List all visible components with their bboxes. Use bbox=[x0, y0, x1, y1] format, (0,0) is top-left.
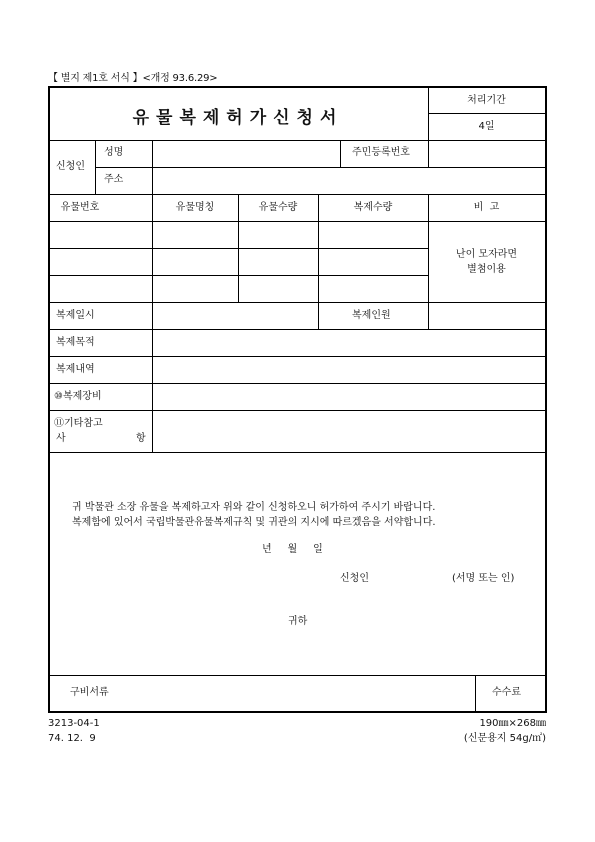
signature-applicant-label: 신청인 bbox=[340, 573, 369, 584]
table-row[interactable] bbox=[50, 249, 428, 274]
other-notes-label-line1: ⑪기타참고 bbox=[54, 418, 103, 429]
statement-line2: 복제함에 있어서 국립박물관유물복제규칙 및 귀관의 지시에 따르겠음을 서약합니다. bbox=[72, 517, 436, 528]
other-notes-field[interactable] bbox=[153, 411, 545, 451]
rrn-label-left bbox=[340, 140, 341, 167]
statement-date: 년 월 일 bbox=[262, 544, 323, 555]
paper-size: 190㎜×268㎜ bbox=[479, 718, 546, 729]
address-label: 주소 bbox=[104, 174, 124, 185]
copy-purpose-field[interactable] bbox=[153, 330, 545, 355]
revision-note: <개정 93.6.29> bbox=[142, 73, 218, 84]
processing-period-value: 4일 bbox=[478, 121, 495, 132]
copy-purpose-label: 복제목적 bbox=[56, 337, 95, 348]
processing-period-label: 처리기간 bbox=[467, 95, 506, 106]
fee-label: 수수료 bbox=[492, 687, 521, 698]
statement-line1: 귀 박물관 소장 유물을 복제하고자 위와 같이 신청하오니 허가하여 주시기 바랍니다. bbox=[72, 502, 436, 513]
copy-personnel-label: 복제인원 bbox=[352, 310, 391, 321]
other-notes-label-line2b: 항 bbox=[136, 433, 146, 444]
required-documents-label: 구비서류 bbox=[70, 687, 109, 698]
copy-datetime-field[interactable] bbox=[153, 303, 317, 328]
paper-type: (신문용지 54g/㎡) bbox=[463, 733, 546, 744]
copy-datetime-label: 복제일시 bbox=[56, 310, 95, 321]
processing-divider bbox=[428, 113, 545, 114]
fee-divider bbox=[475, 675, 476, 711]
copy-content-label: 복제내역 bbox=[56, 364, 95, 375]
form-code: 3213-04-1 bbox=[48, 718, 100, 729]
form-label: 【 별지 제1호 서식 】 bbox=[48, 73, 143, 84]
copy-content-field[interactable] bbox=[153, 357, 545, 382]
form-header bbox=[48, 69, 217, 84]
col-remarks: 비 고 bbox=[473, 202, 500, 213]
copy-equipment-label: ⑩복제장비 bbox=[54, 391, 102, 402]
col-artifact-name: 유물명칭 bbox=[175, 202, 215, 213]
form-title: 유물복제허가신청서 bbox=[132, 108, 344, 128]
rrn-label: 주민등록번호 bbox=[352, 147, 410, 158]
copy-personnel-field[interactable] bbox=[429, 303, 545, 328]
form-date: 74. 12. 9 bbox=[48, 733, 96, 744]
addressee: 귀하 bbox=[288, 616, 308, 627]
rule-applicant-bottom bbox=[50, 194, 545, 195]
other-notes-label-line2a: 사 bbox=[56, 433, 66, 444]
table-row[interactable] bbox=[50, 276, 428, 301]
remarks-note-line2: 별첨이용 bbox=[467, 264, 506, 275]
col-artifact-quantity: 유물수량 bbox=[258, 202, 298, 213]
applicant-group-divider bbox=[95, 140, 96, 194]
name-label: 성명 bbox=[104, 147, 124, 158]
address-field[interactable] bbox=[153, 168, 545, 193]
name-field[interactable] bbox=[153, 141, 339, 166]
applicant-group-label: 신청인 bbox=[56, 161, 85, 172]
rrn-field[interactable] bbox=[429, 141, 545, 166]
rule-statement-bottom bbox=[50, 675, 545, 676]
copy-equipment-field[interactable] bbox=[153, 384, 545, 409]
col-artifact-number: 유물번호 bbox=[60, 202, 100, 213]
col-copy-quantity: 복제수량 bbox=[353, 202, 393, 213]
remarks-note-line1: 난이 모자라면 bbox=[455, 249, 518, 260]
signature-note: (서명 또는 인) bbox=[452, 573, 515, 584]
table-row[interactable] bbox=[50, 222, 428, 247]
rule-other-bottom bbox=[50, 452, 545, 453]
